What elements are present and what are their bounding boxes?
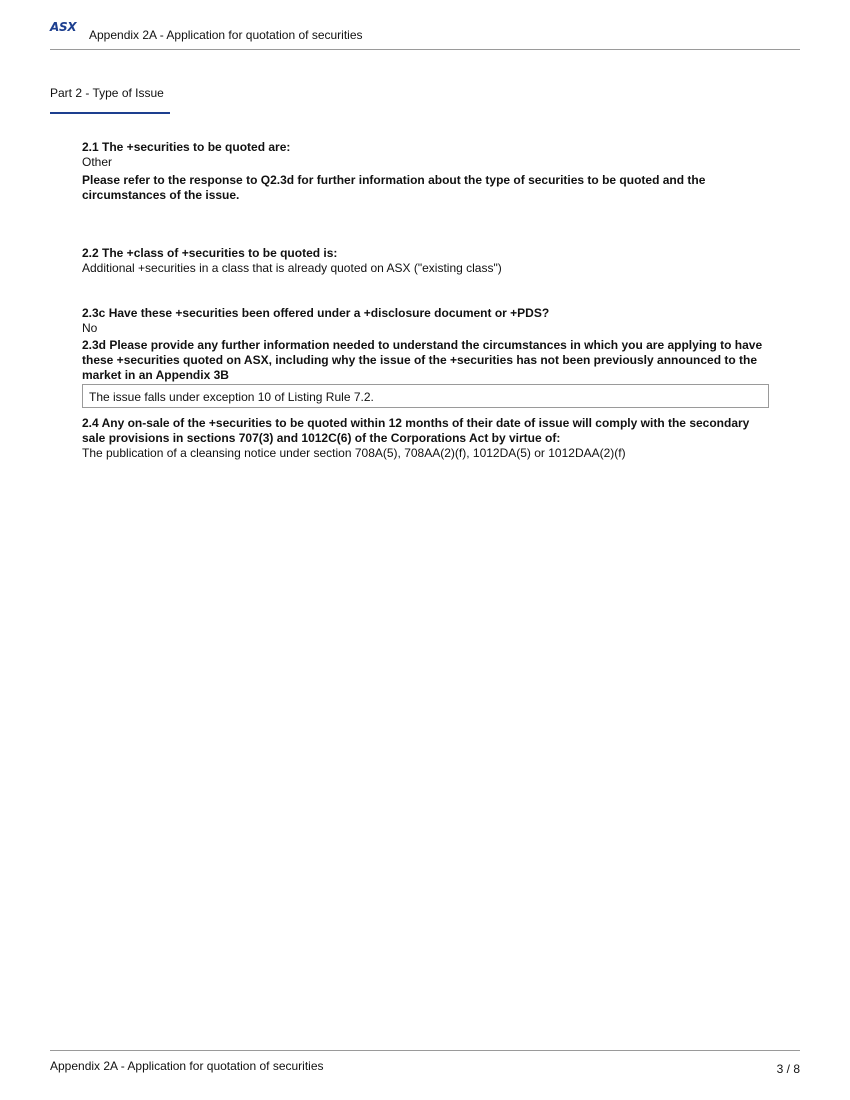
question-note: Please refer to the response to Q2.3d for further information about the type of securities to be quoted and the circumstances of the issue.: [82, 173, 706, 202]
question-label: 2.1 The +securities to be quoted are:: [82, 140, 291, 154]
question-label: 2.4 Any on-sale of the +securities to be quoted within 12 months of their date of issue will comply with the secondary sale provisions in sections 707(3) and 1012C(6) of the Corporations Act by virtue of:: [82, 416, 750, 445]
question-label: 2.3c Have these +securities been offered under a +disclosure document or +PDS?: [82, 306, 550, 320]
page-footer: [50, 1050, 800, 1076]
question-answer: Other: [82, 155, 113, 169]
question-2-2: [82, 246, 772, 276]
question-2-3c: [82, 306, 772, 336]
question-label: 2.3d Please provide any further information needed to understand the circumstances in which you are applying to have these +securities quoted on ASX, including why the issue of the +securities has not been previously announced to the market in an Appendix 3B: [82, 338, 763, 382]
part-title: Part 2 - Type of Issue: [50, 86, 164, 100]
question-2-3d: [82, 338, 772, 383]
question-label: 2.2 The +class of +securities to be quoted is:: [82, 246, 338, 260]
answer-box-2-3d: The issue falls under exception 10 of Listing Rule 7.2.: [82, 384, 769, 408]
question-answer: No: [82, 321, 98, 335]
question-2-1: [82, 140, 772, 203]
page-number: 3 / 8: [776, 1062, 800, 1076]
page-header: [50, 18, 800, 50]
header-title: Appendix 2A - Application for quotation of securities: [89, 28, 363, 42]
footer-title: Appendix 2A - Application for quotation of securities: [50, 1059, 324, 1073]
question-2-4: [82, 416, 772, 461]
asx-logo: ASX: [50, 20, 77, 34]
question-answer: The publication of a cleansing notice under section 708A(5), 708AA(2)(f), 1012DA(5) or 1012DAA(2)(f): [82, 446, 626, 460]
part-title-underline: [50, 112, 170, 114]
question-answer: Additional +securities in a class that is already quoted on ASX ("existing class"): [82, 261, 502, 275]
